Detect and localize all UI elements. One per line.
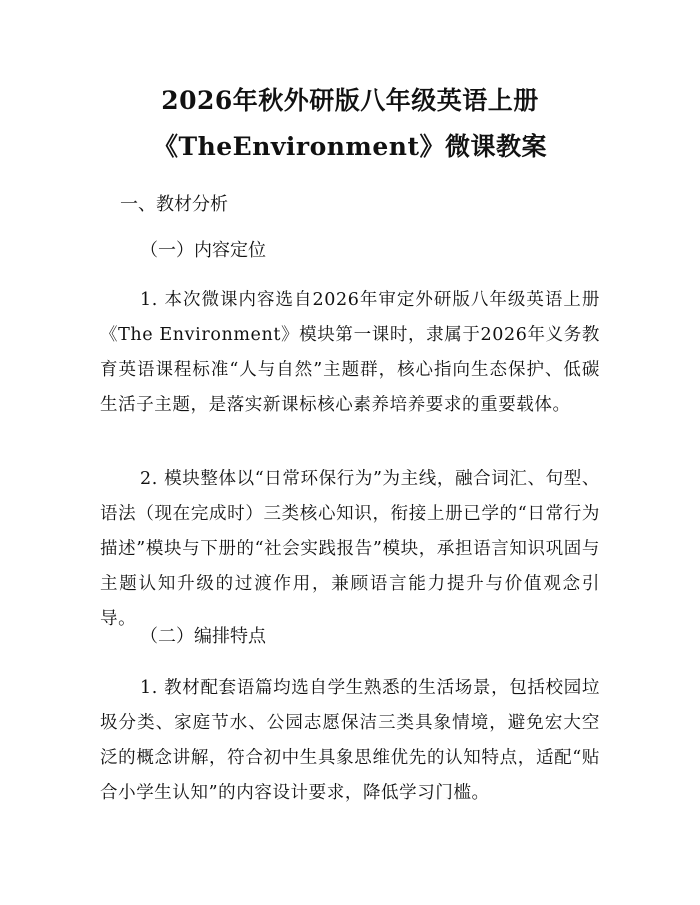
subsection-heading-content-positioning: （一）内容定位 [140,240,266,261]
paragraph-content-positioning-1: 1. 本次微课内容选自2026年审定外研版八年级英语上册《The Environment》模块第一课时，隶属于2026年义务教育英语课程标准“人与自然”主题群，核心指向生态保护、低碳生活子主题，是落实新课标核心素养培养要求的重要载体。 [100,290,600,415]
document-title-line-2: 《TheEnvironment》微课教案 [152,132,548,161]
section-heading-teaching-material-analysis: 一、教材分析 [120,194,228,215]
document-title-line-1: 2026年秋外研版八年级英语上册 [161,86,539,115]
paragraph-arrangement-features-1: 1. 教材配套语篇均选自学生熟悉的生活场景，包括校园垃圾分类、家庭节水、公园志愿保洁三类具象情境，避免宏大空泛的概念讲解，符合初中生具象思维优先的认知特点，适配“贴合小学生认知”的内容设计要求，降低学习门槛。 [100,678,600,803]
subsection-heading-arrangement-features: （二）编排特点 [140,626,266,647]
paragraph-content-positioning-2: 2. 模块整体以“日常环保行为”为主线，融合词汇、句型、语法（现在完成时）三类核心知识，衔接上册已学的“日常行为描述”模块与下册的“社会实践报告”模块，承担语言知识巩固与主题认知升级的过渡作用，兼顾语言能力提升与价值观念引导。 [100,469,600,629]
